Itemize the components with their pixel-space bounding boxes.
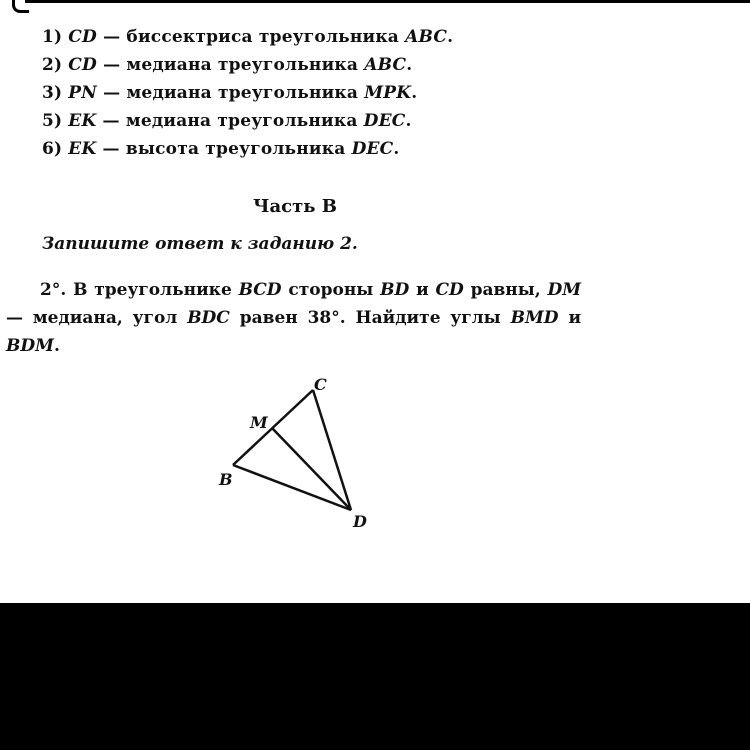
option-number: 6) [42, 139, 63, 159]
label-b: B [219, 470, 233, 489]
dash: — [102, 139, 120, 159]
triangle-name: ABC [364, 55, 407, 75]
angle-name: BDM [6, 336, 54, 356]
task-number: 2°. [40, 280, 67, 300]
segment-name: BD [380, 280, 410, 300]
answer-option [42, 79, 453, 107]
segment-name: DM [547, 280, 582, 300]
option-description: высота треугольника [125, 139, 346, 159]
option-number: 3) [42, 83, 63, 103]
dash: — [103, 83, 121, 103]
period: . [405, 111, 412, 131]
angle-name: BMD [510, 308, 559, 328]
answer-option [42, 23, 453, 51]
answer-options-list [42, 23, 453, 163]
segment-name: EK [68, 111, 97, 131]
triangle-name: BCD [238, 280, 282, 300]
label-m: M [250, 413, 268, 432]
dash: — [103, 27, 121, 47]
task-fragment: В треугольнике [73, 280, 232, 300]
dash: — [103, 55, 121, 75]
option-description: медиана треугольника [126, 83, 359, 103]
label-c: C [314, 375, 327, 394]
triangle-figure [200, 370, 390, 540]
section-title: Часть В [253, 196, 337, 217]
answer-option [42, 107, 453, 135]
segment-name: CD [68, 27, 97, 47]
side-bd [233, 465, 351, 510]
task-fragment: — медиана, угол [6, 308, 178, 328]
task-fragment: равен 38°. Найдите углы [239, 308, 501, 328]
dash: — [102, 111, 120, 131]
angle-name: BDC [187, 308, 230, 328]
triangle-name: ABC [405, 27, 448, 47]
instruction-text: Запишите ответ к заданию 2. [42, 234, 358, 254]
task-text [6, 276, 581, 360]
period: . [406, 55, 413, 75]
segment-name: PN [68, 83, 98, 103]
label-d: D [353, 512, 367, 531]
answer-option [42, 51, 453, 79]
option-description: биссектриса треугольника [126, 27, 400, 47]
triangle-name: DEC [351, 139, 394, 159]
period: . [411, 83, 418, 103]
task-fragment: и [416, 280, 429, 300]
option-number: 5) [42, 111, 63, 131]
segment-name: CD [68, 55, 97, 75]
period: . [447, 27, 454, 47]
top-border-line [25, 0, 750, 3]
segment-name: EK [68, 139, 97, 159]
option-number: 2) [42, 55, 63, 75]
task-fragment: равны, [470, 280, 541, 300]
option-description: медиана треугольника [125, 111, 358, 131]
period: . [393, 139, 400, 159]
option-description: медиана треугольника [126, 55, 359, 75]
option-number: 1) [42, 27, 63, 47]
task-fragment: . [53, 336, 60, 356]
task-fragment: стороны [288, 280, 374, 300]
task-fragment: и [568, 308, 582, 328]
segment-name: CD [435, 280, 464, 300]
triangle-name: MPK [364, 83, 412, 103]
triangle-name: DEC [363, 111, 406, 131]
answer-option [42, 135, 453, 163]
